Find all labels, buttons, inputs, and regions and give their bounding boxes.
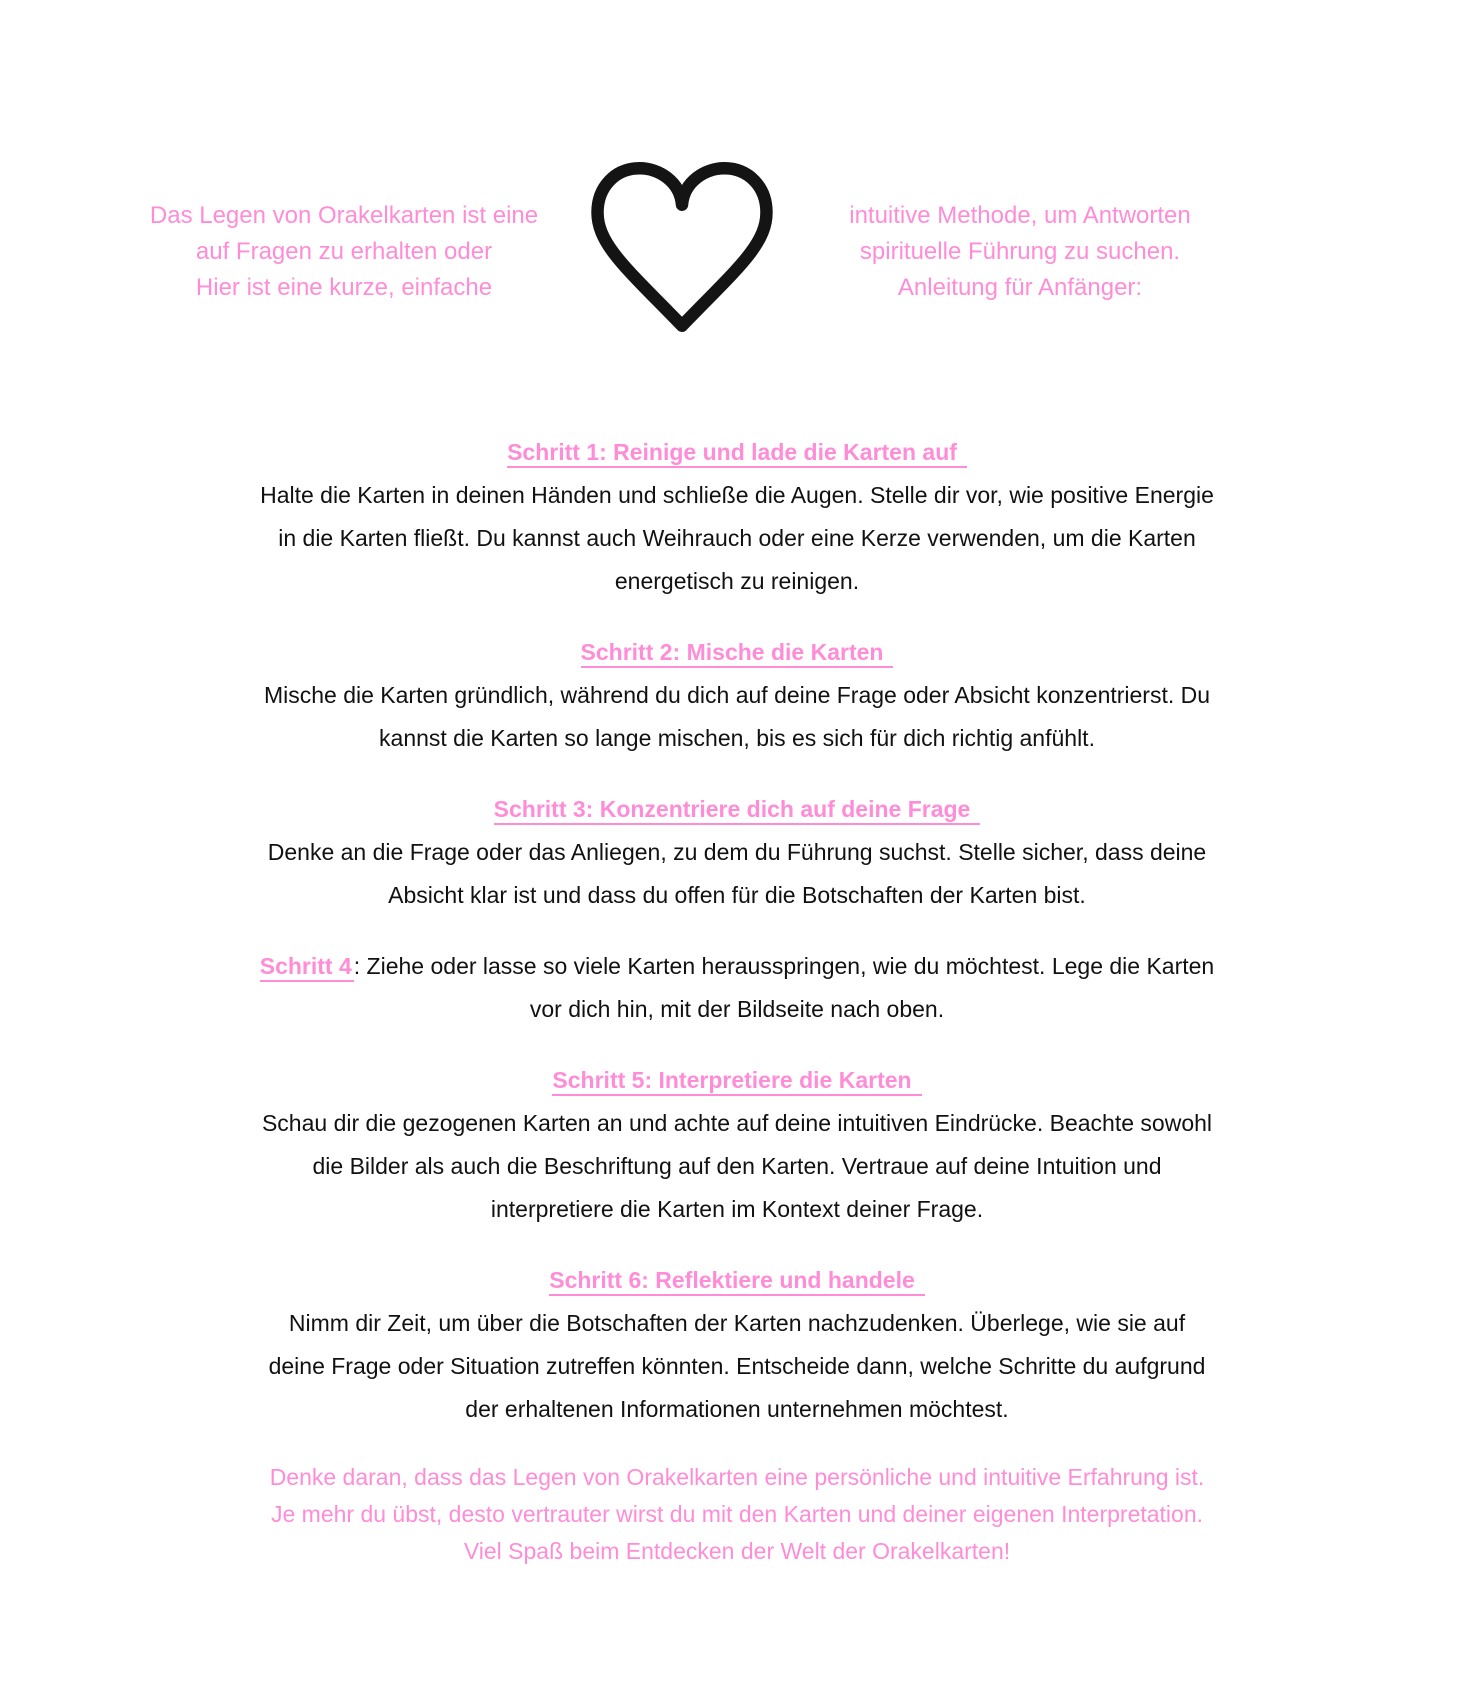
step-1-heading-text: Schritt 1: Reinige und lade die Karten auf xyxy=(507,439,967,468)
step-5-body: Schau dir die gezogenen Karten an und achte auf deine intuitiven Eindrücke. Beachte sowohl die Bilder als auch die Beschriftung auf den Karten. Vertraue auf deine Intuition und interpretiere die Karten im Kontext deiner Frage. xyxy=(261,1110,1213,1222)
step-1-heading xyxy=(137,431,1337,474)
heart-outline-icon xyxy=(586,158,778,336)
section-step-2 xyxy=(137,631,1337,760)
step-3-heading-text: Schritt 3: Konzentriere dich auf deine Frage xyxy=(494,796,981,825)
step-2-body: Mische die Karten gründlich, während du dich auf deine Frage oder Absicht konzentrierst. Du kannst die Karten so lange mischen, bis es sich für dich richtig anfühlt. xyxy=(263,682,1211,751)
intro-text-right: intuitive Methode, um Antworten spirituelle Führung zu suchen. Anleitung für Anfänger: xyxy=(849,202,1191,301)
steps-content xyxy=(137,431,1337,1570)
step-4-text: : Ziehe oder lasse so viele Karten herausspringen, wie du möchtest. Lege die Karten vor dich hin, mit der Bildseite nach oben. xyxy=(353,953,1215,1022)
section-step-5 xyxy=(137,1059,1337,1231)
step-5-heading-text: Schritt 5: Interpretiere die Karten xyxy=(552,1067,921,1096)
step-6-heading xyxy=(137,1259,1337,1302)
closing-note: Denke daran, dass das Legen von Orakelkarten eine persönliche und intuitive Erfahrung ist. Je mehr du übst, desto vertrauter wirst du mit den Karten und deiner eigenen Interpretation. Viel Spaß beim Entdecken der Welt der Orakelkarten! xyxy=(269,1464,1205,1564)
step-4-paragraph xyxy=(137,945,1337,1031)
section-step-6 xyxy=(137,1259,1337,1431)
step-2-heading xyxy=(137,631,1337,674)
step-5-heading xyxy=(137,1059,1337,1102)
intro-row xyxy=(0,158,1419,336)
section-step-3 xyxy=(137,788,1337,917)
section-step-4 xyxy=(137,945,1337,1031)
step-4-label: Schritt 4 xyxy=(260,953,354,982)
step-2-heading-text: Schritt 2: Mische die Karten xyxy=(581,639,894,668)
section-step-1 xyxy=(137,431,1337,603)
step-1-body: Halte die Karten in deinen Händen und schließe die Augen. Stelle dir vor, wie positive Energie in die Karten fließt. Du kannst auch Weihrauch oder eine Kerze verwenden, um die Karten energetisch zu reinigen. xyxy=(260,482,1214,594)
step-6-body: Nimm dir Zeit, um über die Botschaften der Karten nachzudenken. Überlege, wie sie auf deine Frage oder Situation zutreffen könnten. Entscheide dann, welche Schritte du aufgrund der erhaltenen Informationen unternehmen möchtest. xyxy=(268,1310,1206,1422)
step-3-body: Denke an die Frage oder das Anliegen, zu dem du Führung suchst. Stelle sicher, dass deine Absicht klar ist und dass du offen für die Botschaften der Karten bist. xyxy=(267,839,1207,908)
step-3-heading xyxy=(137,788,1337,831)
intro-text-left: Das Legen von Orakelkarten ist eine auf Fragen zu erhalten oder Hier ist eine kurze, einfache xyxy=(149,202,539,301)
step-6-heading-text: Schritt 6: Reflektiere und handele xyxy=(549,1267,925,1296)
